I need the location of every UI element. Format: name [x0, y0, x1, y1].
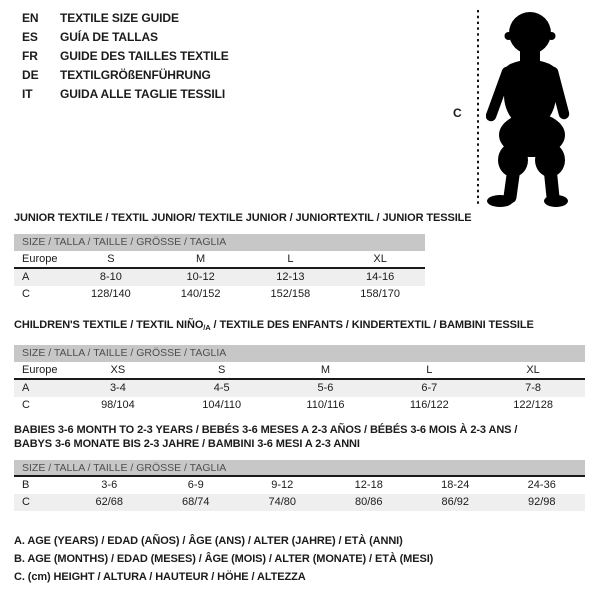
row-value: 5-6 [317, 382, 334, 394]
language-code: DE [22, 68, 39, 82]
language-label: GUIDE DES TAILLES TEXTILE [60, 49, 229, 63]
row-value: 104/110 [202, 399, 242, 411]
size-header-bar: SIZE / TALLA / TAILLE / GRÖSSE / TAGLIA [14, 460, 585, 477]
row-value: 62/68 [95, 496, 124, 508]
language-row [22, 9, 229, 28]
row-value: 12-18 [354, 479, 383, 491]
footnote-line: C. (cm) HEIGHT / ALTURA / HAUTEUR / HÖHE / ALTEZZA [14, 571, 306, 583]
language-label: TEXTILE SIZE GUIDE [60, 11, 179, 25]
row-value: 152/158 [270, 288, 311, 300]
table-row-c [14, 286, 425, 303]
language-label: GUIDA ALLE TAGLIE TESSILI [60, 87, 226, 101]
table-row-a [14, 380, 585, 397]
language-code: ES [22, 30, 38, 44]
row-value: M [196, 253, 206, 265]
row-value: 92/98 [527, 496, 556, 508]
row-value: 24-36 [527, 479, 556, 491]
footnote-line: A. AGE (YEARS) / EDAD (AÑOS) / ÂGE (ANS) / ALTER (JAHRE) / ETÀ (ANNI) [14, 535, 403, 547]
row-value: 6-9 [187, 479, 204, 491]
table-title-children [14, 319, 534, 334]
row-value: XL [373, 253, 387, 265]
row-value: L [287, 253, 294, 265]
row-value: 4-5 [213, 382, 230, 394]
row-label: C [22, 288, 30, 300]
language-row [22, 85, 229, 104]
row-label: C [22, 496, 30, 508]
row-label: B [22, 479, 30, 491]
title-text: / TEXTILE DES ENFANTS / KINDERTEXTIL / BAMBINI TESSILE [210, 319, 534, 331]
table-title-line [14, 319, 534, 334]
title-text: JUNIOR TEXTILE / TEXTIL JUNIOR/ TEXTILE JUNIOR / JUNIORTEXTIL / JUNIOR TESSILE [14, 212, 472, 224]
row-value: 80/86 [354, 496, 383, 508]
title-subscript: /A [203, 323, 211, 332]
table-junior [14, 234, 425, 303]
language-code: IT [22, 87, 33, 101]
baby-silhouette-icon [486, 10, 574, 207]
row-value: XL [526, 364, 540, 376]
table-row-c [14, 494, 585, 511]
table-title-babies [14, 423, 517, 451]
table-row-europe [14, 251, 425, 269]
row-value: 3-6 [101, 479, 118, 491]
row-value: 18-24 [441, 479, 470, 491]
table-children [14, 345, 585, 414]
language-row [22, 47, 229, 66]
footnote-line: B. AGE (MONTHS) / EDAD (MESES) / ÂGE (MOIS) / ALTER (MONATE) / ETÀ (MESI) [14, 553, 434, 565]
row-value: 9-12 [271, 479, 294, 491]
row-value: S [107, 253, 115, 265]
row-value: 14-16 [366, 271, 395, 283]
height-dotted-line [476, 10, 480, 207]
row-value: 10-12 [186, 271, 215, 283]
row-value: 12-13 [276, 271, 305, 283]
title-text: CHILDREN'S TEXTILE / TEXTIL NIÑO [14, 319, 204, 331]
row-value: 86/92 [441, 496, 470, 508]
row-value: 6-7 [421, 382, 438, 394]
height-marker-label: C [453, 106, 462, 120]
language-row [22, 28, 229, 47]
row-label: C [22, 399, 30, 411]
row-label: A [22, 271, 30, 283]
row-value: 68/74 [181, 496, 210, 508]
row-value: M [320, 364, 331, 376]
language-code: FR [22, 49, 38, 63]
row-value: 158/170 [360, 288, 400, 300]
language-list [22, 9, 229, 104]
size-header-bar: SIZE / TALLA / TAILLE / GRÖSSE / TAGLIA [14, 345, 585, 362]
table-title-line [14, 212, 472, 225]
language-code: EN [22, 11, 39, 25]
footnotes [14, 532, 433, 586]
row-value: XS [110, 364, 126, 376]
title-text: BABYS 3-6 MONATE BIS 2-3 JAHRE / BAMBINI 3-6 MESI A 2-3 ANNI [14, 438, 360, 450]
table-title-line [14, 423, 517, 437]
row-value: 74/80 [268, 496, 297, 508]
table-babies [14, 460, 585, 511]
row-label: Europe [22, 253, 58, 265]
row-value: 110/116 [306, 399, 345, 411]
row-value: 128/140 [90, 288, 131, 300]
row-label: A [22, 382, 30, 394]
language-row [22, 66, 229, 85]
size-header-bar: SIZE / TALLA / TAILLE / GRÖSSE / TAGLIA [14, 234, 425, 251]
row-label: Europe [22, 364, 58, 376]
row-value: 140/152 [180, 288, 221, 300]
table-row-b [14, 477, 585, 494]
table-row-europe [14, 362, 585, 380]
row-value: 122/128 [513, 399, 553, 411]
title-text: BABIES 3-6 MONTH TO 2-3 YEARS / BEBÉS 3-6 MESES A 2-3 AÑOS / BÉBÉS 3-6 MOIS À 2-3 ANS / [14, 424, 518, 436]
table-title-line [14, 437, 517, 451]
language-label: GUÍA DE TALLAS [60, 30, 158, 44]
row-value: 7-8 [525, 382, 542, 394]
row-value: 116/122 [409, 399, 449, 411]
row-value: 8-10 [99, 271, 122, 283]
table-title-junior [14, 212, 472, 225]
row-value: L [426, 364, 433, 376]
row-value: 3-4 [109, 382, 126, 394]
row-value: 98/104 [101, 399, 135, 411]
language-label: TEXTILGRÖßENFÜHRUNG [60, 68, 211, 82]
table-row-a [14, 269, 425, 286]
table-row-c [14, 397, 585, 414]
row-value: S [218, 364, 226, 376]
